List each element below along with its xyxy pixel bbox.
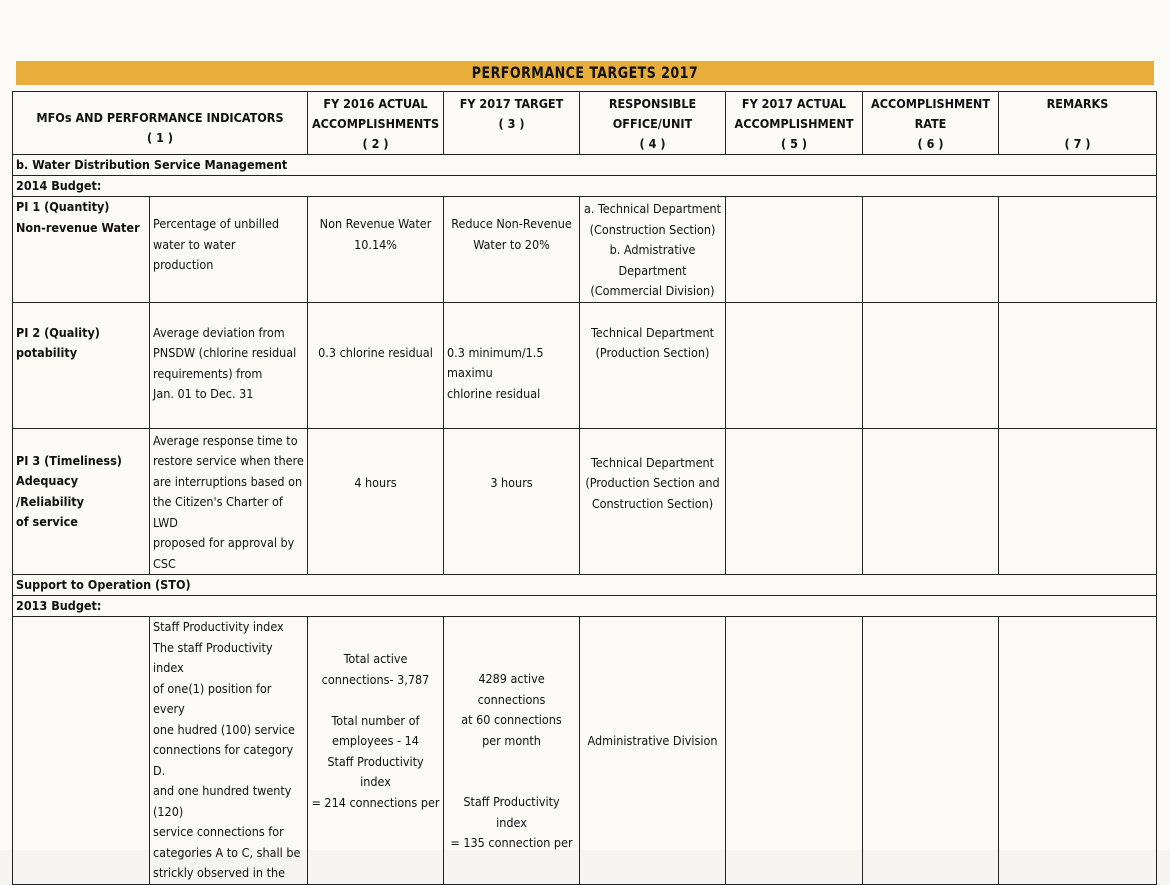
target-cell — [444, 428, 580, 575]
actual-cell — [726, 302, 863, 428]
rate-cell — [863, 617, 999, 885]
pi-label — [13, 617, 150, 885]
indicator-text: Staff Productivity index The staff Productivity index of one(1) position for every one hudred (100) service connections for category D. and one hundred twenty (120) service connections for categories A to C, shall be strickly observed in the — [153, 619, 301, 880]
indicator-cell — [150, 302, 308, 428]
pi-label-text: PI 3 (Timeliness) Adequacy /Reliability of service — [16, 452, 122, 529]
pi-label-text: PI 2 (Quality) potability — [16, 324, 100, 360]
header-mfos — [13, 92, 308, 155]
header-fy2017-actual — [726, 92, 863, 155]
header-label: RESPONSIBLE OFFICE/UNIT — [608, 96, 697, 131]
budget-row — [13, 176, 1157, 197]
header-remarks — [999, 92, 1157, 155]
header-num: ( 5 ) — [781, 136, 807, 151]
section-heading-row — [13, 575, 1157, 596]
table-row — [13, 617, 1157, 885]
header-fy2016 — [308, 92, 444, 155]
header-label: MFOs AND PERFORMANCE INDICATORS — [36, 110, 284, 125]
indicator-text: Average response time to restore service when there are interruptions based on the Citizen's Charter of LWD proposed for approval by CSC — [153, 432, 304, 571]
target-text: 3 hours — [490, 474, 533, 490]
page-title: PERFORMANCE TARGETS 2017 — [471, 63, 699, 82]
actual-cell — [726, 197, 863, 303]
header-num: ( 1 ) — [147, 130, 173, 145]
section-heading: Support to Operation (STO) — [13, 575, 1157, 596]
header-label: FY 2017 TARGET — [459, 96, 564, 111]
budget-label: 2013 Budget: — [13, 596, 1157, 617]
pi-label-text: PI 1 (Quantity) Non-revenue Water — [16, 199, 140, 235]
office-cell — [580, 197, 726, 303]
office-text: Technical Department (Production Section) — [590, 324, 715, 360]
fy2016-cell — [308, 302, 444, 428]
header-accomplishment-rate — [863, 92, 999, 155]
office-text: a. Technical Department (Construction Section) b. Admistrative Department (Commercial Division) — [583, 201, 722, 298]
remarks-cell — [999, 428, 1157, 575]
header-label: ACCOMPLISHMENT RATE — [870, 96, 991, 131]
fy2016-text: Non Revenue Water 10.14% — [319, 216, 432, 252]
indicator-cell — [150, 197, 308, 303]
office-text: Administrative Division — [587, 733, 718, 748]
indicator-cell — [150, 428, 308, 575]
office-text: Technical Department (Production Section and Construction Section) — [585, 454, 720, 511]
rate-cell — [863, 302, 999, 428]
fy2016-cell — [308, 617, 444, 885]
target-text: 0.3 minimum/1.5 maximu chlorine residual — [447, 344, 544, 401]
header-responsible-office — [580, 92, 726, 155]
header-row — [13, 92, 1157, 155]
target-cell — [444, 302, 580, 428]
office-cell — [580, 428, 726, 575]
table-row — [13, 302, 1157, 428]
pi-label — [13, 428, 150, 575]
header-num: ( 2 ) — [362, 136, 389, 151]
target-text: Reduce Non-Revenue Water to 20% — [451, 216, 572, 252]
performance-targets-table — [12, 91, 1157, 885]
fy2016-cell — [308, 197, 444, 303]
header-fy2017-target — [444, 92, 580, 155]
header-label: REMARKS — [1046, 96, 1109, 111]
table-row — [13, 428, 1157, 575]
header-label: FY 2017 ACTUAL ACCOMPLISHMENT — [734, 96, 854, 131]
remarks-cell — [999, 617, 1157, 885]
office-cell — [580, 302, 726, 428]
remarks-cell — [999, 197, 1157, 303]
pi-label — [13, 197, 150, 303]
indicator-cell — [150, 617, 308, 885]
pi-label — [13, 302, 150, 428]
indicator-text: Percentage of unbilled water to water production — [153, 216, 280, 272]
remarks-cell — [999, 302, 1157, 428]
header-num: ( 7 ) — [1064, 136, 1091, 151]
fy2016-text: 4 hours — [354, 474, 397, 490]
header-num: ( 6 ) — [917, 136, 944, 151]
budget-row — [13, 596, 1157, 617]
fy2016-text: 0.3 chlorine residual — [318, 344, 433, 360]
table-row — [13, 197, 1157, 303]
section-heading: b. Water Distribution Service Management — [13, 155, 1157, 176]
title-bar — [16, 61, 1154, 85]
office-cell — [580, 617, 726, 885]
rate-cell — [863, 197, 999, 303]
actual-cell — [726, 617, 863, 885]
header-num: ( 4 ) — [639, 136, 666, 151]
header-label: FY 2016 ACTUAL ACCOMPLISHMENTS — [311, 96, 440, 131]
fy2016-cell — [308, 428, 444, 575]
section-heading-row — [13, 155, 1157, 176]
actual-cell — [726, 428, 863, 575]
fy2016-text: Total active connections- 3,787 Total number of employees - 14 Staff Productivity index = 214 connections per — [311, 651, 440, 810]
target-cell — [444, 617, 580, 885]
rate-cell — [863, 428, 999, 575]
target-text: 4289 active connections at 60 connections per month Staff Productivity index = 135 connection per — [450, 671, 573, 850]
target-cell — [444, 197, 580, 303]
header-num: ( 3 ) — [498, 116, 525, 131]
indicator-text: Average deviation from PNSDW (chlorine residual requirements) from Jan. 01 to Dec. 31 — [153, 324, 297, 401]
budget-label: 2014 Budget: — [13, 176, 1157, 197]
